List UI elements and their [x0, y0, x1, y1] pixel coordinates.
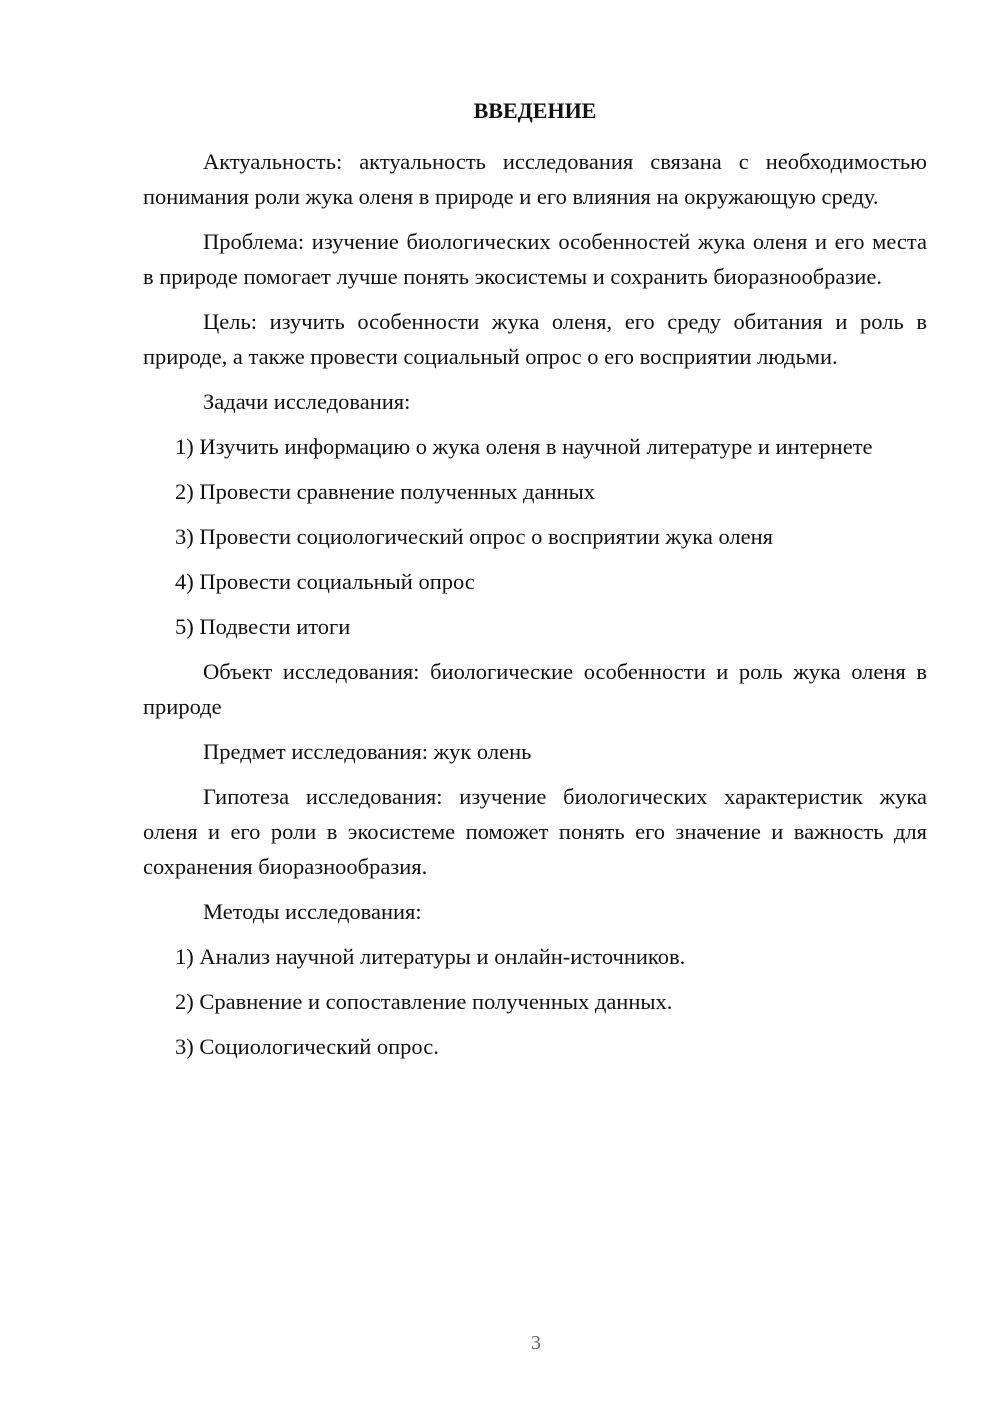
problem-paragraph: Проблема: изучение биологических особенностей жука оленя и его места в природе помогает лучше понять экосистемы и сохранить биоразнообразие.: [143, 229, 927, 289]
methods-heading: Методы исследования:: [203, 899, 422, 924]
object-paragraph: Объект исследования: биологические особенности и роль жука оленя в природе: [143, 659, 927, 719]
page-content: [143, 93, 927, 1074]
task-item-4: 4) Провести социальный опрос: [175, 569, 475, 594]
tasks-heading: Задачи исследования:: [203, 389, 411, 414]
section-title: ВВЕДЕНИЕ: [473, 98, 597, 123]
relevance-paragraph: Актуальность: актуальность исследования связана с необходимостью понимания роли жука оленя в природе и его влияния на окружающую среду.: [143, 149, 927, 209]
task-item-1: 1) Изучить информацию о жука оленя в научной литературе и интернете: [175, 434, 873, 459]
method-item-2: 2) Сравнение и сопоставление полученных данных.: [175, 989, 673, 1014]
task-item-5: 5) Подвести итоги: [175, 614, 351, 639]
task-item-2: 2) Провести сравнение полученных данных: [175, 479, 595, 504]
page-number: 3: [531, 1332, 541, 1354]
method-item-3: 3) Социологический опрос.: [175, 1034, 439, 1059]
task-item-3: 3) Провести социологический опрос о восприятии жука оленя: [175, 524, 774, 549]
method-item-1: 1) Анализ научной литературы и онлайн-источников.: [175, 944, 686, 969]
goal-paragraph: Цель: изучить особенности жука оленя, его среду обитания и роль в природе, а также провести социальный опрос о его восприятии людьми.: [143, 309, 927, 369]
subject-paragraph: Предмет исследования: жук олень: [203, 739, 532, 764]
hypothesis-paragraph: Гипотеза исследования: изучение биологических характеристик жука оленя и его роли в экосистеме поможет понять его значение и важность для сохранения биоразнообразия.: [143, 784, 927, 879]
